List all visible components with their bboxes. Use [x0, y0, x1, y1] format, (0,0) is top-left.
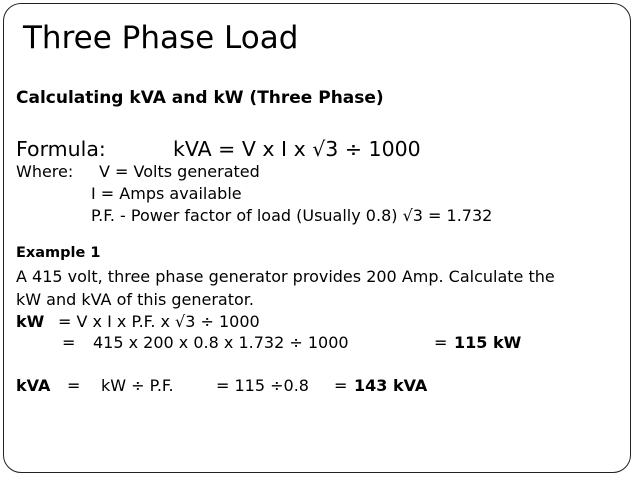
kva-calculation: = 115 ÷0.8: [216, 376, 309, 395]
kva-result-equals: =: [334, 376, 348, 395]
kw-result: 115 kW: [454, 333, 522, 352]
kw-label: kW: [16, 312, 45, 331]
where-line-volts: V = Volts generated: [99, 162, 260, 181]
slide-frame: [3, 3, 631, 473]
where-line-amps: I = Amps available: [91, 184, 242, 203]
kva-result: 143 kVA: [354, 376, 428, 395]
formula-expression: kVA = V x I x √3 ÷ 1000: [173, 137, 421, 161]
example-problem-line-2: kW and kVA of this generator.: [16, 290, 254, 309]
slide-title: Three Phase Load: [23, 20, 299, 56]
kw-formula: = V x I x P.F. x √3 ÷ 1000: [58, 312, 260, 331]
kw-calc-equals: =: [62, 333, 76, 352]
example-heading: Example 1: [16, 245, 101, 261]
kw-result-equals: =: [434, 333, 448, 352]
kva-formula: kW ÷ P.F.: [101, 376, 174, 395]
kw-calculation: 415 x 200 x 0.8 x 1.732 ÷ 1000: [93, 333, 349, 352]
slide-subtitle: Calculating kVA and kW (Three Phase): [16, 88, 384, 108]
example-problem-line-1: A 415 volt, three phase generator provides 200 Amp. Calculate the: [16, 267, 555, 286]
where-line-power-factor: P.F. - Power factor of load (Usually 0.8) √3 = 1.732: [91, 206, 493, 225]
kva-equals: =: [67, 376, 81, 395]
kva-label: kVA: [16, 376, 51, 395]
where-label: Where:: [16, 162, 74, 181]
formula-label: Formula:: [16, 137, 106, 161]
